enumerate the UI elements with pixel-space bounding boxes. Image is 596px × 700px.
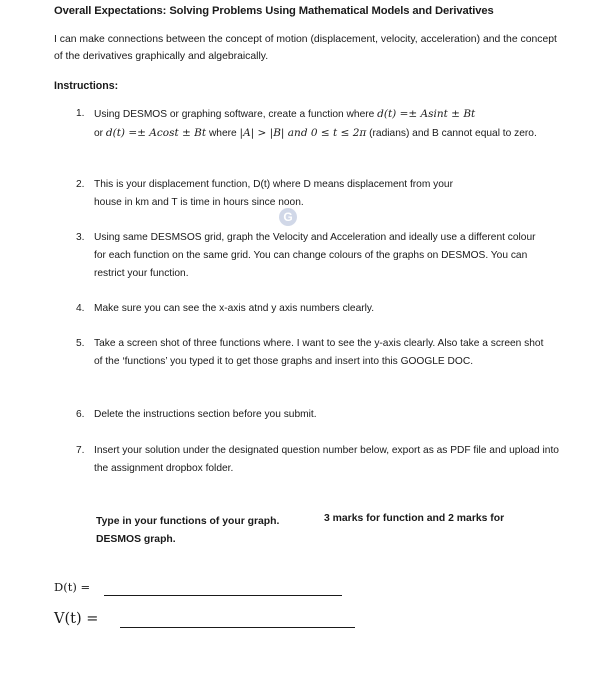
marks-note: 3 marks for function and 2 marks for [324,513,505,524]
math-expression: d(t) =± Asint ± Bt [377,108,476,120]
item-text: Take a screen shot of three functions where. I want to see the y-axis clearly. Also take a screen shot of the ‘functions’ you typed it to get those graphs and insert into this GOOGLE DOC. [94,338,544,367]
item-number: 7. [76,445,85,456]
item-number: 3. [76,232,85,243]
item-text: Make sure you can see the x-axis atnd y axis numbers clearly. [94,303,375,314]
item-text: Using DESMOS or graphing software, create a function where [94,109,378,120]
item-text: Using same DESMSOS grid, graph the Velocity and Acceleration and ideally use a different colour for each function on the same grid. You can change colours of the graphs on DESMOS. You can restrict your function. [94,232,536,279]
item-text: or [94,128,106,139]
type-functions-prompt: Type in your functions of your graph. DESMOS graph. [96,516,280,545]
item-text: Insert your solution under the designated question number below, export as as PDF file and upload into the assignment dropbox folder. [94,445,559,474]
item-number: 2. [76,179,85,190]
instruction-item-3 [76,229,561,283]
intro-paragraph: I can make connections between the concept of motion (displacement, velocity, acceleration) and the concept of the derivatives graphically and algebraically. [54,34,557,62]
math-expression: d(t) =± Acost ± Bt [105,127,207,139]
item-number: 4. [76,303,85,314]
instructions-heading: Instructions: [54,80,119,92]
item-number: 1. [76,108,85,119]
velocity-answer-line[interactable] [120,627,355,628]
instruction-item-4 [76,300,561,318]
instruction-item-7 [76,442,561,478]
item-text: (radians) and B cannot equal to zero. [366,128,537,139]
watermark-logo-icon: G [279,208,297,226]
instruction-item-6 [76,406,561,424]
item-text: This is your displacement function, D(t) where D means displacement from your house in km and T is time in hours since noon. [94,179,453,208]
velocity-label: V(t) = [54,611,99,627]
instruction-item-5 [76,335,561,371]
item-text: where [206,128,240,139]
math-expression: |A| > |B| and 0 ≤ t ≤ 2π [239,127,367,139]
item-number: 5. [76,338,85,349]
document-title: Overall Expectations: Solving Problems Using Mathematical Models and Derivatives [54,5,494,17]
item-text: Delete the instructions section before you submit. [94,409,317,420]
instruction-item-2 [76,176,561,212]
displacement-label: D(t) = [54,580,91,594]
item-number: 6. [76,409,85,420]
instruction-item-1 [76,105,561,143]
displacement-answer-line[interactable] [104,595,342,596]
